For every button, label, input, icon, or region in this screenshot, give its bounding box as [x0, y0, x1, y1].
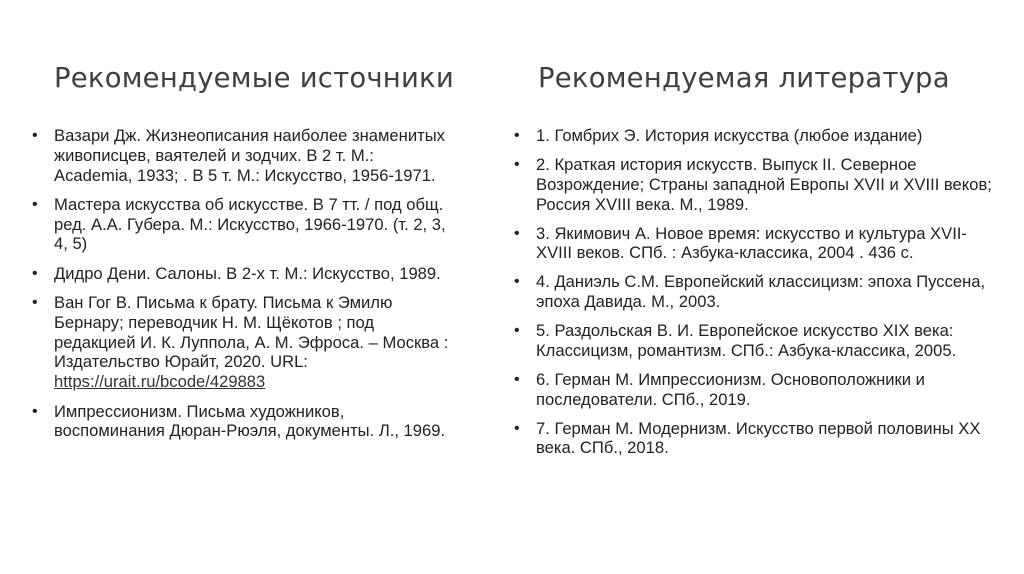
list-item: [512, 224, 992, 264]
right-heading: Рекомендуемая литература: [538, 62, 950, 94]
list-item: [30, 402, 455, 442]
bullet-icon: •: [514, 322, 520, 340]
list-item: [30, 195, 455, 254]
bullet-icon: •: [514, 273, 520, 291]
bullet-icon: •: [514, 155, 520, 173]
left-heading: Рекомендуемые источники: [54, 62, 454, 94]
list-item-text: Ван Гог В. Письма к брату. Письма к Эмилю Бернару; переводчик Н. М. Щёкотов ; под редакцией И. К. Луппола, А. М. Эфроса. – Москва : Издательство Юрайт, 2020. URL:: [54, 293, 449, 372]
bullet-icon: •: [32, 402, 38, 420]
literature-list: [512, 126, 992, 467]
list-item-text: Вазари Дж. Жизнеописания наиболее знаменитых живописцев, ваятелей и зодчих. В 2 т. М.: Academia, 1933; . В 5 т. М.: Искусство, 1956-1971.: [54, 126, 445, 185]
list-item-text: 3. Якимович А. Новое время: искусство и культура XVII-XVIII веков. СПб. : Азбука-классика, 2004 . 436 с.: [536, 223, 967, 263]
list-item: [30, 126, 455, 185]
list-item-text: 4. Даниэль С.М. Европейский классицизм: эпоха Пуссена, эпоха Давида. М., 2003.: [536, 272, 986, 312]
list-item-text: Импрессионизм. Письма художников, воспоминания Дюран-Рюэля, документы. Л., 1969.: [54, 401, 446, 441]
urait-link[interactable]: https://urait.ru/bcode/429883: [54, 372, 266, 392]
list-item-text: Дидро Дени. Салоны. В 2-х т. М.: Искусство, 1989.: [54, 263, 441, 283]
list-item-text: 1. Гомбрих Э. История искусства (любое издание): [536, 126, 923, 145]
list-item: [512, 419, 992, 459]
bullet-icon: •: [514, 419, 520, 437]
list-item: [512, 155, 992, 214]
list-item: [512, 272, 992, 312]
bullet-icon: •: [32, 127, 38, 144]
bullet-icon: •: [32, 195, 38, 213]
list-item: [512, 370, 992, 410]
list-item-text: 2. Краткая история искусств. Выпуск II. Северное Возрождение; Страны западной Европы XVII и XVIII веков; Россия XVIII века. М., 1989.: [536, 154, 992, 214]
sources-list: [30, 126, 455, 451]
list-item: [512, 321, 992, 361]
bullet-icon: •: [32, 264, 38, 282]
bullet-icon: •: [514, 370, 520, 388]
list-item-text: Мастера искусства об искусстве. В 7 тт. / под общ. ред. А.А. Губера. М.: Искусство, 1966-1970. (т. 2, 3, 4, 5): [54, 194, 446, 254]
bullet-icon: •: [514, 127, 520, 144]
list-item: [512, 126, 992, 146]
list-item-text: 5. Раздольская В. И. Европейское искусство XIX века: Классицизм, романтизм. СПб.: Азбука-классика, 2005.: [536, 321, 957, 360]
bullet-icon: •: [32, 294, 38, 312]
list-item-text: 7. Герман М. Модернизм. Искусство первой половины XX века. СПб., 2018.: [536, 418, 981, 458]
list-item-text: 6. Герман М. Импрессионизм. Основоположники и последователи. СПб., 2019.: [536, 369, 925, 409]
bullet-icon: •: [514, 224, 520, 242]
list-item: [30, 293, 455, 392]
list-item: [30, 264, 455, 284]
